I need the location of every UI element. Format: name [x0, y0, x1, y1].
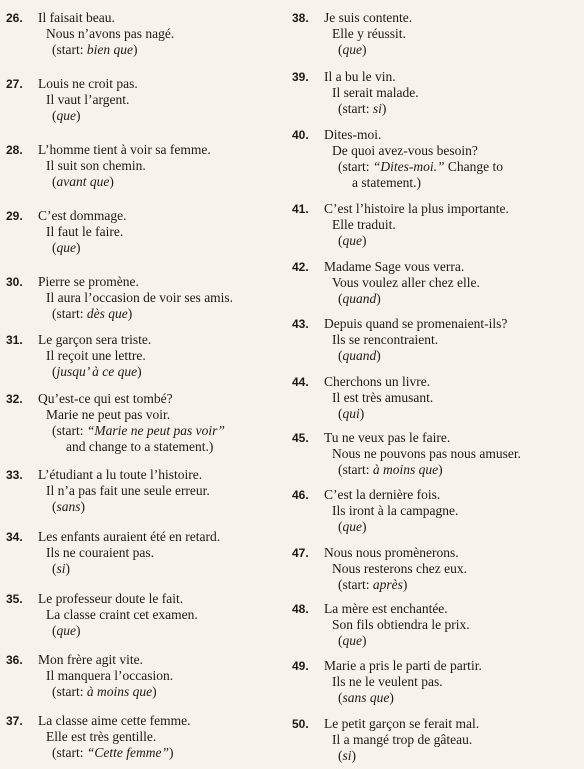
sentence-two: Nous ne pouvons pas nous amuser. [332, 446, 521, 461]
exercise-item [6, 713, 282, 761]
exercise-item [292, 259, 580, 307]
sentence-two: Marie ne peut pas voir. [46, 407, 171, 422]
sentence-two: Il suit son chemin. [46, 158, 146, 173]
sentence-two: Son fils obtiendra le prix. [332, 617, 470, 632]
hint-text: ) [76, 108, 81, 123]
exercise-number: 38. [292, 11, 309, 25]
hint-text: ( [338, 291, 343, 306]
exercise-item [6, 76, 282, 124]
hint-text: ( [338, 42, 343, 57]
sentence-one: Il a bu le vin. [324, 69, 396, 84]
hint-text: ) [362, 42, 367, 57]
connector-hint [38, 684, 282, 700]
sentence-one: Le garçon sera triste. [38, 332, 152, 347]
hint-keyword: “Marie ne peut pas voir” [86, 423, 225, 438]
hint-text: (start: [52, 684, 87, 699]
hint-keyword: quand [342, 291, 377, 306]
hint-text: ) [359, 406, 365, 421]
exercise-number: 43. [292, 317, 309, 331]
connector-hint [324, 519, 580, 535]
sentence-one: C’est dommage. [38, 208, 127, 223]
exercise-item [292, 601, 580, 649]
exercise-number: 42. [292, 260, 309, 274]
hint-text: (start: [52, 423, 87, 438]
hint-text: ) [402, 577, 408, 592]
hint-keyword: qui [342, 406, 360, 421]
hint-text: Change to [444, 159, 504, 174]
exercise-number: 39. [292, 70, 309, 84]
sentence-one: Dites-moi. [324, 127, 382, 142]
hint-text: ( [338, 406, 343, 421]
hint-text: ) [76, 623, 81, 638]
hint-text: (start: [52, 306, 87, 321]
sentence-one: Le professeur doute le fait. [38, 591, 184, 606]
hint-keyword: que [342, 42, 362, 57]
connector-hint [38, 745, 282, 761]
connector-hint [324, 42, 580, 58]
exercise-item [292, 545, 580, 593]
hint-text: ( [52, 240, 57, 255]
connector-hint [324, 348, 580, 364]
hint-text: ) [127, 306, 133, 321]
sentence-one: Le petit garçon se ferait mal. [324, 716, 480, 731]
sentence-one: Nous nous promènerons. [324, 545, 459, 560]
sentence-two: Ils se rencontraient. [332, 332, 439, 347]
hint-text: ) [362, 519, 367, 534]
sentence-one: L’homme tient à voir sa femme. [38, 142, 211, 157]
exercise-item [6, 467, 282, 515]
hint-keyword: que [342, 519, 362, 534]
sentence-one: Marie a pris le parti de partir. [324, 658, 482, 673]
exercise-item [292, 658, 580, 706]
hint-text: ( [52, 499, 57, 514]
hint-text: ) [381, 101, 387, 116]
hint-text: ) [376, 291, 381, 306]
hint-keyword: sans que [342, 690, 390, 705]
hint-text: ) [76, 240, 81, 255]
hint-keyword: jusqu’ à ce que [56, 364, 138, 379]
sentence-one: La classe aime cette femme. [38, 713, 191, 728]
sentence-one: Tu ne veux pas le faire. [324, 430, 451, 445]
exercise-number: 31. [6, 333, 23, 347]
hint-keyword: après [372, 577, 403, 592]
hint-keyword: dès que [86, 306, 128, 321]
sentence-one: Les enfants auraient été en retard. [38, 529, 221, 544]
connector-hint [324, 291, 580, 307]
exercise-item [6, 10, 282, 58]
sentence-two: Ils ne le veulent pas. [332, 674, 443, 689]
connector-hint [324, 462, 580, 478]
hint-text: ( [338, 233, 343, 248]
exercise-number: 41. [292, 202, 309, 216]
exercise-number: 35. [6, 592, 23, 606]
hint-text: ( [52, 108, 57, 123]
exercise-item [6, 391, 282, 455]
sentence-two: Il serait malade. [332, 85, 419, 100]
connector-hint [324, 406, 580, 422]
sentence-two: Elle est très gentille. [46, 729, 157, 744]
hint-keyword: “Dites-moi.” [372, 159, 445, 174]
hint-text: ( [52, 364, 57, 379]
sentence-two: Ils ne couraient pas. [46, 545, 154, 560]
exercise-number: 45. [292, 431, 309, 445]
exercise-number: 33. [6, 468, 23, 482]
exercise-item [6, 208, 282, 256]
exercise-number: 37. [6, 714, 23, 728]
sentence-one: C’est l’histoire la plus importante. [324, 201, 509, 216]
hint-text: (start: [338, 577, 373, 592]
sentence-two: Il aura l’occasion de voir ses amis. [46, 290, 234, 305]
hint-text: (start: [338, 159, 373, 174]
hint-text: ( [338, 348, 343, 363]
exercise-item [292, 374, 580, 422]
hint-keyword: sans [56, 499, 81, 514]
hint-keyword: quand [342, 348, 377, 363]
sentence-two: Il faut le faire. [46, 224, 124, 239]
hint-text: ( [338, 748, 343, 763]
sentence-two: Il est très amusant. [332, 390, 434, 405]
hint-text: (start: [52, 745, 87, 760]
sentence-one: Madame Sage vous verra. [324, 259, 465, 274]
hint-keyword: si [342, 748, 352, 763]
sentence-one: Pierre se promène. [38, 274, 139, 289]
hint-keyword: “Cette femme” [86, 745, 169, 760]
exercise-number: 27. [6, 77, 23, 91]
sentence-one: Il faisait beau. [38, 10, 115, 25]
exercise-number: 30. [6, 275, 23, 289]
hint-text: ( [52, 623, 57, 638]
exercise-number: 50. [292, 717, 309, 731]
connector-hint [38, 306, 282, 322]
sentence-two: Elle y réussit. [332, 26, 406, 41]
exercise-item [292, 716, 580, 764]
sentence-two: Il manquera l’occasion. [46, 668, 174, 683]
sentence-one: Louis ne croit pas. [38, 76, 138, 91]
hint-keyword: à moins que [372, 462, 439, 477]
hint-keyword: bien que [86, 42, 133, 57]
hint-continuation: a statement.) [352, 175, 421, 190]
exercise-number: 46. [292, 488, 309, 502]
hint-continuation: and change to a statement.) [66, 439, 214, 454]
exercise-item [292, 316, 580, 364]
connector-hint [38, 240, 282, 256]
exercise-item [6, 529, 282, 577]
hint-text: (start: [338, 462, 373, 477]
exercise-number: 47. [292, 546, 309, 560]
hint-text: (start: [338, 101, 373, 116]
sentence-two: La classe craint cet examen. [46, 607, 198, 622]
exercise-item [6, 652, 282, 700]
hint-text: ) [169, 745, 174, 760]
hint-text: ) [438, 462, 443, 477]
hint-text: ) [376, 348, 381, 363]
connector-hint [38, 561, 282, 577]
exercise-number: 44. [292, 375, 309, 389]
exercise-item [6, 142, 282, 190]
connector-hint [324, 233, 580, 249]
hint-text: ( [52, 561, 57, 576]
connector-hint [38, 108, 282, 124]
hint-keyword: que [342, 233, 362, 248]
sentence-two: Il vaut l’argent. [46, 92, 130, 107]
hint-text: ( [338, 633, 343, 648]
exercise-number: 26. [6, 11, 23, 25]
hint-keyword: que [56, 108, 76, 123]
hint-text: ( [52, 174, 57, 189]
exercise-number: 32. [6, 392, 23, 406]
sentence-one: La mère est enchantée. [324, 601, 448, 616]
hint-text: ) [362, 233, 367, 248]
sentence-two: Vous voulez aller chez elle. [332, 275, 480, 290]
connector-hint [324, 101, 580, 117]
exercise-item [292, 430, 580, 478]
hint-keyword: que [56, 240, 76, 255]
exercise-item [292, 487, 580, 535]
hint-keyword: que [56, 623, 76, 638]
sentence-two: Il a mangé trop de gâteau. [332, 732, 473, 747]
exercise-item [6, 332, 282, 380]
connector-hint [324, 748, 580, 764]
sentence-one: Mon frère agit vite. [38, 652, 143, 667]
connector-hint [38, 42, 282, 58]
sentence-two: Nous n’avons pas nagé. [46, 26, 175, 41]
connector-hint [38, 499, 282, 515]
connector-hint [38, 423, 282, 439]
exercise-item [292, 201, 580, 249]
hint-keyword: avant que [56, 174, 110, 189]
hint-keyword: à moins que [86, 684, 153, 699]
sentence-two: Ils iront à la campagne. [332, 503, 459, 518]
hint-text: ) [65, 561, 71, 576]
connector-hint [38, 623, 282, 639]
sentence-one: L’étudiant a lu toute l’histoire. [38, 467, 203, 482]
hint-keyword: que [342, 633, 362, 648]
hint-text: ) [80, 499, 86, 514]
connector-hint [324, 159, 580, 175]
hint-text: ) [137, 364, 142, 379]
exercise-number: 49. [292, 659, 309, 673]
hint-keyword: si [56, 561, 66, 576]
exercise-item [6, 591, 282, 639]
exercise-number: 48. [292, 602, 309, 616]
exercise-item [292, 69, 580, 117]
sentence-two: De quoi avez-vous besoin? [332, 143, 478, 158]
hint-keyword: si [372, 101, 382, 116]
exercise-number: 36. [6, 653, 23, 667]
hint-text: ( [338, 519, 343, 534]
hint-text: (start: [52, 42, 87, 57]
connector-hint [324, 577, 580, 593]
exercise-number: 29. [6, 209, 23, 223]
hint-text: ) [351, 748, 357, 763]
sentence-two: Il reçoit une lettre. [46, 348, 146, 363]
exercise-number: 28. [6, 143, 23, 157]
exercise-item [292, 127, 580, 191]
hint-text: ) [109, 174, 114, 189]
exercise-number: 40. [292, 128, 309, 142]
sentence-one: Je suis contente. [324, 10, 413, 25]
exercise-item [292, 10, 580, 58]
exercise-number: 34. [6, 530, 23, 544]
sentence-one: Cherchons un livre. [324, 374, 431, 389]
sentence-one: Qu’est-ce qui est tombé? [38, 391, 173, 406]
hint-text: ( [338, 690, 343, 705]
hint-text: ) [362, 633, 367, 648]
sentence-one: Depuis quand se promenaient-ils? [324, 316, 508, 331]
exercise-item [6, 274, 282, 322]
hint-text: ) [133, 42, 138, 57]
connector-hint [38, 174, 282, 190]
connector-hint [38, 364, 282, 380]
sentence-two: Elle traduit. [332, 217, 396, 232]
connector-hint [324, 633, 580, 649]
sentence-two: Nous resterons chez eux. [332, 561, 467, 576]
hint-text: ) [389, 690, 394, 705]
hint-text: ) [152, 684, 157, 699]
sentence-two: Il n’a pas fait une seule erreur. [46, 483, 210, 498]
connector-hint [324, 690, 580, 706]
sentence-one: C’est la dernière fois. [324, 487, 441, 502]
